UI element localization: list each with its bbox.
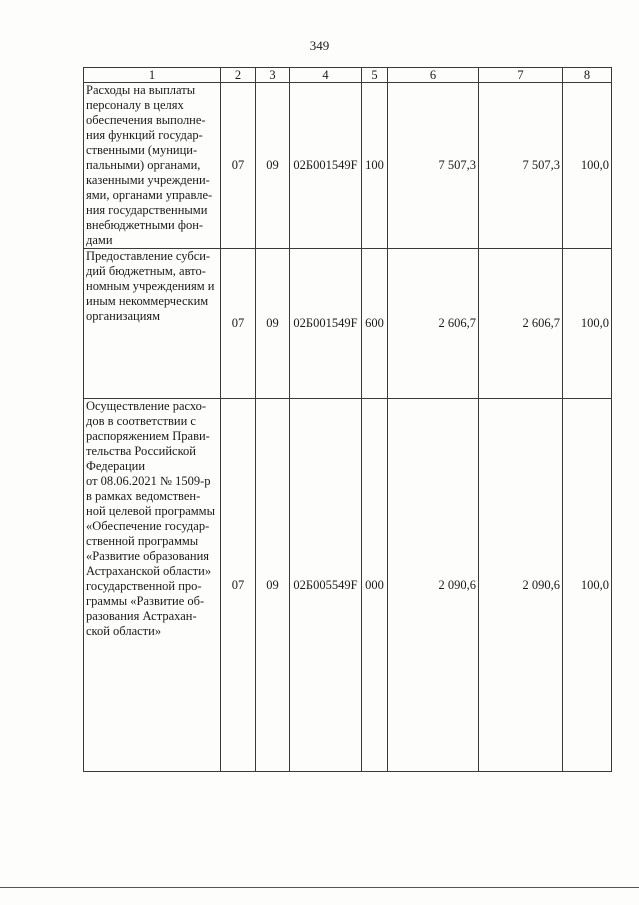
desc-line: организациям [86,309,161,323]
header-col-7: 7 [479,68,563,83]
amount-col-6: 7 507,3 [388,83,479,249]
desc-line: от 08.06.2021 № 1509-р [86,474,211,488]
desc-line: Расходы на выплаты [86,83,196,97]
page-number: 349 [309,38,330,53]
header-col-4: 4 [290,68,362,83]
desc-line: Федерации [86,459,146,473]
expense-type-code: 600 [362,249,388,399]
subsection-code: 09 [256,399,290,772]
desc-line: ственными (муници- [86,143,198,157]
desc-line: дий бюджетным, авто- [86,264,206,278]
header-row [84,68,612,83]
desc-line: граммы «Развитие об- [86,594,205,608]
desc-line: Предоставление субси- [86,249,211,263]
row-description [84,249,221,399]
header-col-8: 8 [563,68,612,83]
target-article-code: 02Б001549F [290,83,362,249]
target-article-code: 02Б005549F [290,399,362,772]
percent-col-8: 100,0 [563,399,612,772]
row-description [84,399,221,772]
amount-col-6: 2 090,6 [388,399,479,772]
subsection-code: 09 [256,249,290,399]
row-description [84,83,221,249]
desc-line: внебюджетными фон- [86,218,204,232]
header-col-6: 6 [388,68,479,83]
header-col-5: 5 [362,68,388,83]
header-col-2: 2 [221,68,256,83]
section-code: 07 [221,249,256,399]
desc-line: «Обеспечение государ- [86,519,210,533]
desc-line: ской области» [86,624,162,638]
desc-line: иным некоммерческим [86,294,209,308]
desc-line: персоналу в целях [86,98,184,112]
amount-col-7: 2 606,7 [479,249,563,399]
expense-type-code: 100 [362,83,388,249]
desc-line: ния функций государ- [86,128,203,142]
subsection-code: 09 [256,83,290,249]
budget-table [83,67,612,772]
desc-line: государственной про- [86,579,202,593]
amount-col-7: 7 507,3 [479,83,563,249]
expense-type-code: 000 [362,399,388,772]
desc-line: в рамках ведомствен- [86,489,201,503]
desc-line: казенными учреждени- [86,173,210,187]
desc-line: номным учреждениям и [86,279,215,293]
header-col-1: 1 [84,68,221,83]
amount-col-7: 2 090,6 [479,399,563,772]
desc-line: «Развитие образования [86,549,210,563]
percent-col-8: 100,0 [563,249,612,399]
percent-col-8: 100,0 [563,83,612,249]
table-row [84,249,612,399]
desc-line: разования Астрахан- [86,609,197,623]
desc-line: обеспечения выполне- [86,113,206,127]
desc-line: ями, органами управле- [86,188,213,202]
amount-col-6: 2 606,7 [388,249,479,399]
section-code: 07 [221,83,256,249]
bottom-divider [0,887,639,888]
table-row [84,399,612,772]
table-row [84,83,612,249]
desc-line: пальными) органами, [86,158,201,172]
desc-line: ния государственными [86,203,208,217]
desc-line: распоряжением Прави- [86,429,210,443]
desc-line: ственной программы [86,534,199,548]
section-code: 07 [221,399,256,772]
desc-line: ной целевой программы [86,504,215,518]
desc-line: тельства Российской [86,444,196,458]
target-article-code: 02Б001549F [290,249,362,399]
desc-line: дов в соответствии с [86,414,196,428]
desc-line: дами [86,233,113,247]
desc-line: Осуществление расхо- [86,399,207,413]
header-col-3: 3 [256,68,290,83]
desc-line: Астраханской области» [86,564,212,578]
